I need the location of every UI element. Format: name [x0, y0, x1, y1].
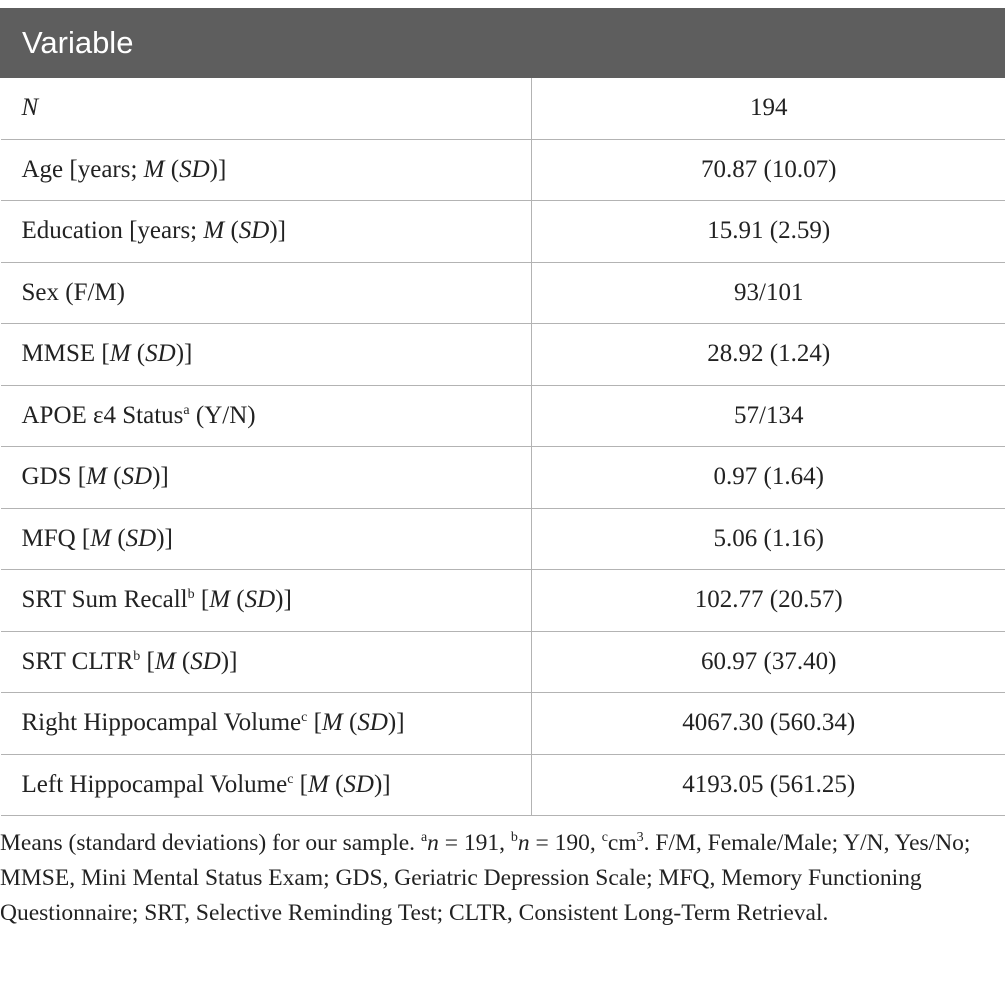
row-value: 0.97 (1.64): [532, 447, 1005, 509]
row-label: [1, 385, 532, 447]
label-text: [: [293, 770, 308, 798]
label-text: )]: [175, 340, 193, 368]
footnote-text: = 190,: [529, 830, 602, 856]
table-row: [1, 324, 1005, 386]
footnote-text: = 191,: [438, 830, 511, 856]
table-row: [1, 508, 1005, 570]
footnote-marker: c: [601, 829, 608, 845]
table-row: [1, 385, 1005, 447]
row-value: 70.87 (10.07): [532, 139, 1005, 201]
label-text: MFQ [: [21, 524, 91, 552]
row-label: [1, 754, 532, 816]
row-label: [1, 570, 532, 632]
footnote-marker: b: [133, 648, 141, 664]
label-text: (: [106, 463, 122, 491]
row-value: 15.91 (2.59): [532, 201, 1005, 263]
label-italic: N: [21, 94, 39, 122]
label-text: (: [164, 155, 180, 183]
footnote-marker: b: [510, 829, 518, 845]
row-value: 60.97 (37.40): [532, 631, 1005, 693]
label-italic: M: [209, 586, 231, 614]
footnote-marker: a: [420, 829, 428, 845]
table-row: [1, 754, 1005, 816]
label-italic: M: [86, 463, 107, 491]
label-italic: SD: [125, 524, 157, 552]
label-text: (: [342, 709, 358, 737]
label-italic: SD: [244, 586, 276, 614]
footnote-italic: n: [427, 830, 439, 856]
label-text: )]: [152, 463, 169, 491]
footnote-marker: c: [287, 771, 294, 787]
row-label: [1, 201, 532, 263]
label-text: [: [140, 647, 155, 675]
demographics-table: [0, 8, 1005, 816]
label-text: )]: [387, 709, 405, 737]
footnote-text: . F/M, Female/Male; Y/N, Yes/No; MMSE, Mini Mental Status Exam; GDS, Geriatric Depression Scale; MFQ, Memory Functioning Questionnaire; SRT, Selective Reminding Test; CLTR, Consistent Long-Term Retrieval.: [0, 830, 971, 926]
row-label: [1, 324, 532, 386]
row-label: [1, 631, 532, 693]
footnote-text: cm: [607, 830, 637, 856]
table-row: [1, 693, 1005, 755]
label-italic: SD: [190, 647, 221, 675]
label-italic: SD: [357, 709, 388, 737]
label-text: (: [224, 217, 239, 245]
row-value: 28.92 (1.24): [532, 324, 1005, 386]
label-text: GDS [: [21, 463, 87, 491]
row-label: [1, 262, 532, 324]
footnote-marker: 3: [636, 829, 644, 845]
table-footnote: [0, 826, 1005, 931]
row-label: [1, 447, 532, 509]
table-row: [1, 201, 1005, 263]
label-text: (: [230, 586, 245, 614]
label-text: )]: [209, 155, 227, 183]
label-text: Education [years;: [21, 217, 204, 245]
label-text: (: [328, 770, 344, 798]
table-header-variable: Variable: [1, 9, 1005, 78]
label-text: )]: [269, 217, 286, 245]
label-italic: M: [109, 340, 131, 368]
label-italic: SD: [121, 463, 153, 491]
table-row: [1, 631, 1005, 693]
table-row: [1, 262, 1005, 324]
label-text: (: [130, 340, 146, 368]
footnote-italic: n: [517, 830, 530, 856]
label-italic: M: [154, 647, 176, 675]
label-italic: M: [203, 217, 225, 245]
row-value: 93/101: [532, 262, 1005, 324]
footnote-marker: c: [301, 710, 308, 726]
label-text: (Y/N): [189, 401, 256, 429]
label-text: Left Hippocampal Volume: [21, 770, 288, 798]
label-italic: SD: [179, 155, 210, 183]
label-text: Right Hippocampal Volume: [21, 709, 302, 737]
label-italic: M: [143, 155, 165, 183]
label-italic: M: [90, 524, 112, 552]
label-text: Age [years;: [21, 155, 144, 183]
label-text: [: [307, 709, 322, 737]
row-value: 57/134: [532, 385, 1005, 447]
label-text: Sex (F/M): [21, 278, 125, 306]
label-text: )]: [156, 524, 173, 552]
footnote-marker: a: [183, 402, 190, 418]
label-text: SRT Sum Recall: [21, 586, 188, 614]
row-value: 4193.05 (561.25): [532, 754, 1005, 816]
table-header-row: [1, 9, 1005, 78]
row-label: [1, 78, 532, 140]
footnote-text: Means (standard deviations) for our sample.: [0, 830, 421, 856]
label-text: (: [175, 647, 191, 675]
table-row: [1, 139, 1005, 201]
label-text: [: [194, 586, 210, 614]
row-label: [1, 139, 532, 201]
footnote-marker: b: [187, 587, 195, 603]
label-italic: M: [321, 709, 343, 737]
label-text: )]: [220, 647, 238, 675]
table-row: [1, 570, 1005, 632]
label-text: SRT CLTR: [21, 647, 134, 675]
table-row: [1, 78, 1005, 140]
row-value: 5.06 (1.16): [532, 508, 1005, 570]
label-text: (: [111, 524, 126, 552]
label-text: APOE ε4 Status: [21, 401, 184, 429]
demographics-table-container: [0, 8, 1005, 816]
row-label: [1, 508, 532, 570]
label-italic: M: [307, 770, 329, 798]
label-text: )]: [275, 586, 292, 614]
label-italic: SD: [145, 340, 176, 368]
row-value: 102.77 (20.57): [532, 570, 1005, 632]
label-italic: SD: [238, 217, 270, 245]
row-value: 194: [532, 78, 1005, 140]
label-italic: SD: [343, 770, 374, 798]
label-text: MMSE [: [21, 340, 110, 368]
table-row: [1, 447, 1005, 509]
row-value: 4067.30 (560.34): [532, 693, 1005, 755]
label-text: )]: [373, 770, 391, 798]
row-label: [1, 693, 532, 755]
